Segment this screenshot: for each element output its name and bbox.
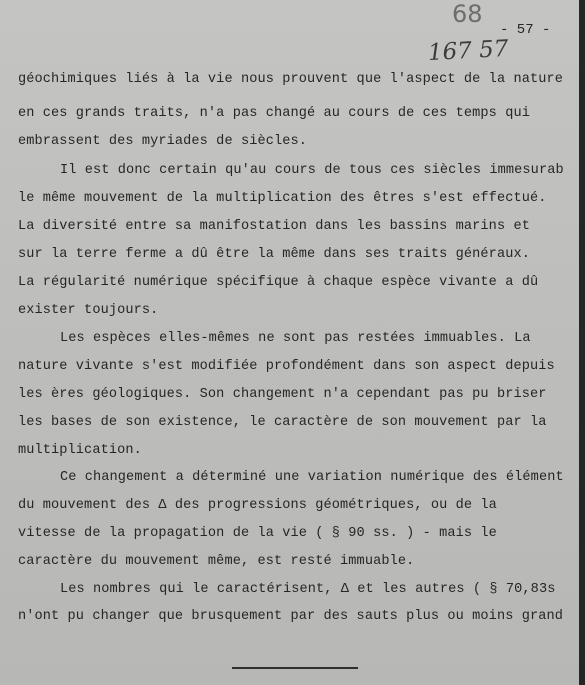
text-line: du mouvement des Δ des progressions géométriques, ou de la — [18, 498, 497, 513]
text-line: exister toujours. — [18, 303, 159, 318]
text-line: caractère du mouvement même, est resté immuable. — [18, 554, 415, 569]
text-line: Ce changement a déterminé une variation numérique des élément — [60, 470, 564, 485]
text-line: vitesse de la propagation de la vie ( § 90 ss. ) - mais le — [18, 526, 497, 541]
text-line: Les espèces elles-mêmes ne sont pas restées immuables. La — [60, 331, 531, 346]
text-line: les bases de son existence, le caractère de son mouvement par la — [18, 415, 547, 430]
page-number: - 57 - — [500, 22, 551, 38]
text-line: le même mouvement de la multiplication des êtres s'est effectué. — [18, 191, 547, 206]
text-line: embrassent des myriades de siècles. — [18, 134, 308, 149]
scan-edge — [579, 0, 585, 685]
text-line: La diversité entre sa manifostation dans les bassins marins et — [18, 219, 530, 234]
text-line: n'ont pu changer que brusquement par des sauts plus ou moins grand — [18, 609, 563, 624]
text-line: nature vivante s'est modifiée profondément dans son aspect depuis — [18, 359, 555, 374]
text-line: Les nombres qui le caractérisent, Δ et les autres ( § 70,83s — [60, 582, 556, 597]
text-line: La régularité numérique spécifique à chaque espèce vivante a dû — [18, 275, 539, 290]
folio-number: 68 — [452, 0, 483, 28]
text-line: les ères géologiques. Son changement n'a cependant pas pu briser — [18, 387, 547, 402]
text-line: multiplication. — [18, 443, 142, 458]
footer-rule — [232, 667, 358, 669]
handwritten-number: 167 57 — [427, 35, 510, 67]
text-line: Il est donc certain qu'au cours de tous ces siècles immesurab — [60, 163, 564, 178]
text-line: sur la terre ferme a dû être la même dans ses traits généraux. — [18, 247, 530, 262]
text-line: en ces grands traits, n'a pas changé au cours de ces temps qui — [18, 106, 530, 121]
text-line: géochimiques liés à la vie nous prouvent que l'aspect de la nature — [18, 72, 563, 87]
